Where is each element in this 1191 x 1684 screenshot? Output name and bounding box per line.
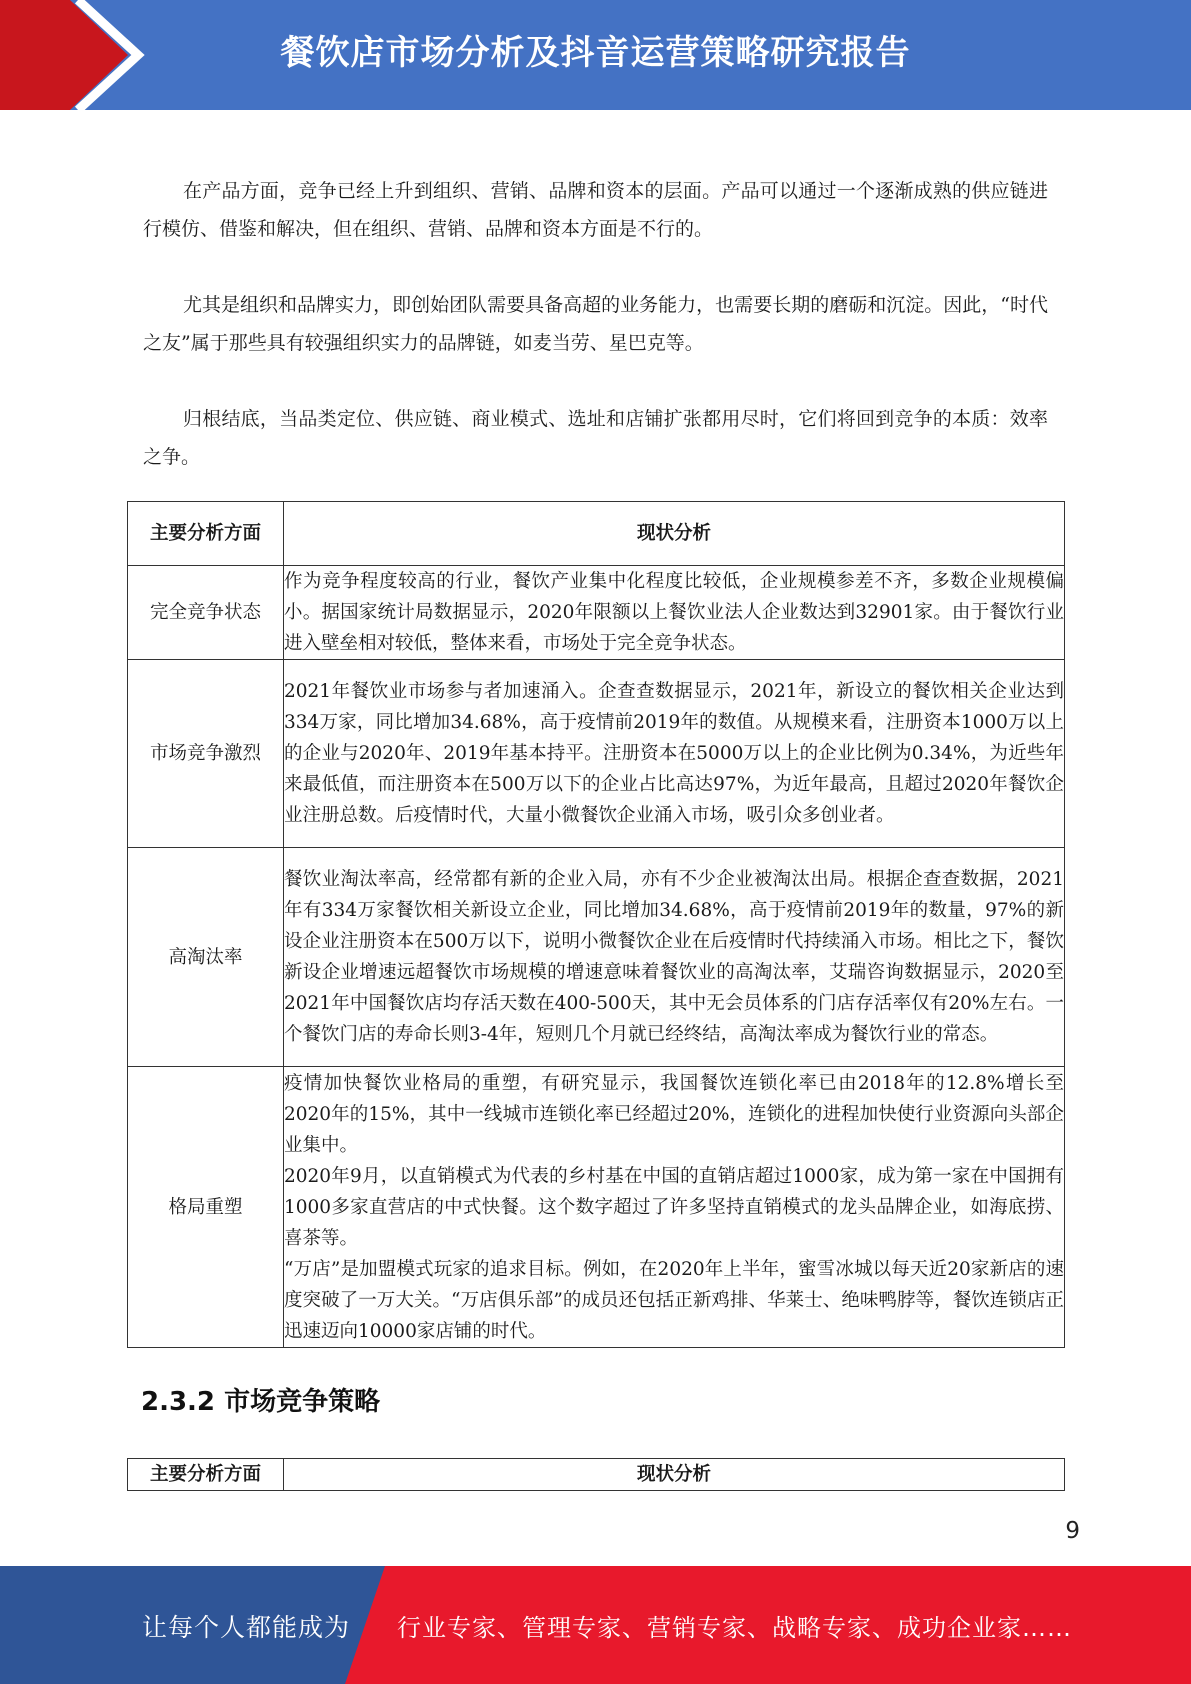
detail-text: 2021年餐饮业市场参与者加速涌入。企查查数据显示，2021年，新设立的餐饮相关企业达到334万家，同比增加34.68%，高于疫情前2019年的数值。从规模来看，注册资本1000万以上的企业与2020年、2019年基本持平。注册资本在5000万以上的企业比例为0.34%，为近些年来最低值，而注册资本在500万以下的企业占比高达97%，为近年最高，且超过2020年餐饮企业注册总数。后疫情时代，大量小微餐饮企业涌入市场，吸引众多创业者。 xyxy=(284,681,1064,826)
detail-text: 疫情加快餐饮业格局的重塑，有研究显示，我国餐饮连锁化率已由2018年的12.8%增长至2020年的15%，其中一线城市连锁化率已经超过20%，连锁化的进程加快使行业资源向头部企业集中。 xyxy=(284,1072,1064,1156)
table-row xyxy=(128,1067,1065,1348)
row-detail xyxy=(284,660,1065,848)
footer-slogan-right: 行业专家、管理专家、营销专家、战略专家、成功企业家…… xyxy=(397,1614,1072,1642)
footer-slogan-left: 让每个人都能成为 xyxy=(142,1613,351,1642)
detail-text: 餐饮业淘汰率高，经常都有新的企业入局，亦有不少企业被淘汰出局。根据企查查数据，2021年有334万家餐饮相关新设立企业，同比增加34.68%，高于疫情前2019年的数量，97%的新设企业注册资本在500万以下，说明小微餐饮企业在后疫情时代持续涌入市场。相比之下，餐饮新设企业增速远超餐饮市场规模的增速意味着餐饮业的高淘汰率，艾瑞咨询数据显示，2020至2021年中国餐饮店均存活天数在400-500天，其中无会员体系的门店存活率仅有20%左右。一个餐饮门店的寿命长则3-4年，短则几个月就已经终结，高淘汰率成为餐饮行业的常态。 xyxy=(284,869,1064,1045)
strategy-table xyxy=(127,1458,1065,1491)
analysis-table xyxy=(127,501,1065,1348)
section-heading: 2.3.2 市场竞争策略 xyxy=(141,1387,381,1417)
table-row xyxy=(128,660,1065,848)
row-aspect: 格局重塑 xyxy=(128,1067,284,1348)
table-row xyxy=(128,848,1065,1067)
table-header-row xyxy=(128,1459,1065,1491)
column-header-aspect: 主要分析方面 xyxy=(128,502,284,566)
row-detail xyxy=(284,848,1065,1067)
detail-text: 2020年9月，以直销模式为代表的乡村基在中国的直销店超过1000家，成为第一家在中国拥有1000多家直营店的中式快餐。这个数字超过了许多坚持直销模式的龙头品牌企业，如海底捞、喜茶等。 xyxy=(284,1165,1064,1249)
detail-text: “万店”是加盟模式玩家的追求目标。例如，在2020年上半年，蜜雪冰城以每天近20家新店的速度突破了一万大关。“万店俱乐部”的成员还包括正新鸡排、华莱士、绝味鸭脖等，餐饮连锁店正迅速迈向10000家店铺的时代。 xyxy=(284,1258,1064,1342)
table-row xyxy=(128,566,1065,660)
page-footer xyxy=(0,1566,1191,1684)
paragraph-3: 归根结底，当品类定位、供应链、商业模式、选址和店铺扩张都用尽时，它们将回到竞争的本质：效率之争。 xyxy=(143,408,1048,468)
column-header-analysis: 现状分析 xyxy=(284,1459,1065,1491)
row-detail xyxy=(284,566,1065,660)
paragraph-2: 尤其是组织和品牌实力，即创始团队需要具备高超的业务能力，也需要长期的磨砺和沉淀。因此，“时代之友”属于那些具有较强组织实力的品牌链，如麦当劳、星巴克等。 xyxy=(143,294,1048,354)
row-aspect: 市场竞争激烈 xyxy=(128,660,284,848)
detail-text: 作为竞争程度较高的行业，餐饮产业集中化程度比较低，企业规模参差不齐，多数企业规模偏小。据国家统计局数据显示，2020年限额以上餐饮业法人企业数达到32901家。由于餐饮行业进入壁垒相对较低，整体来看，市场处于完全竞争状态。 xyxy=(284,571,1064,654)
column-header-aspect: 主要分析方面 xyxy=(128,1459,284,1491)
row-aspect: 完全竞争状态 xyxy=(128,566,284,660)
row-detail xyxy=(284,1067,1065,1348)
page-number: 9 xyxy=(1065,1518,1080,1544)
table-header-row xyxy=(128,502,1065,566)
row-aspect: 高淘汰率 xyxy=(128,848,284,1067)
document-title: 餐饮店市场分析及抖音运营策略研究报告 xyxy=(280,33,911,73)
column-header-analysis: 现状分析 xyxy=(284,502,1065,566)
page-header xyxy=(0,0,1191,110)
paragraph-1: 在产品方面，竞争已经上升到组织、营销、品牌和资本的层面。产品可以通过一个逐渐成熟的供应链进行模仿、借鉴和解决，但在组织、营销、品牌和资本方面是不行的。 xyxy=(143,180,1048,240)
